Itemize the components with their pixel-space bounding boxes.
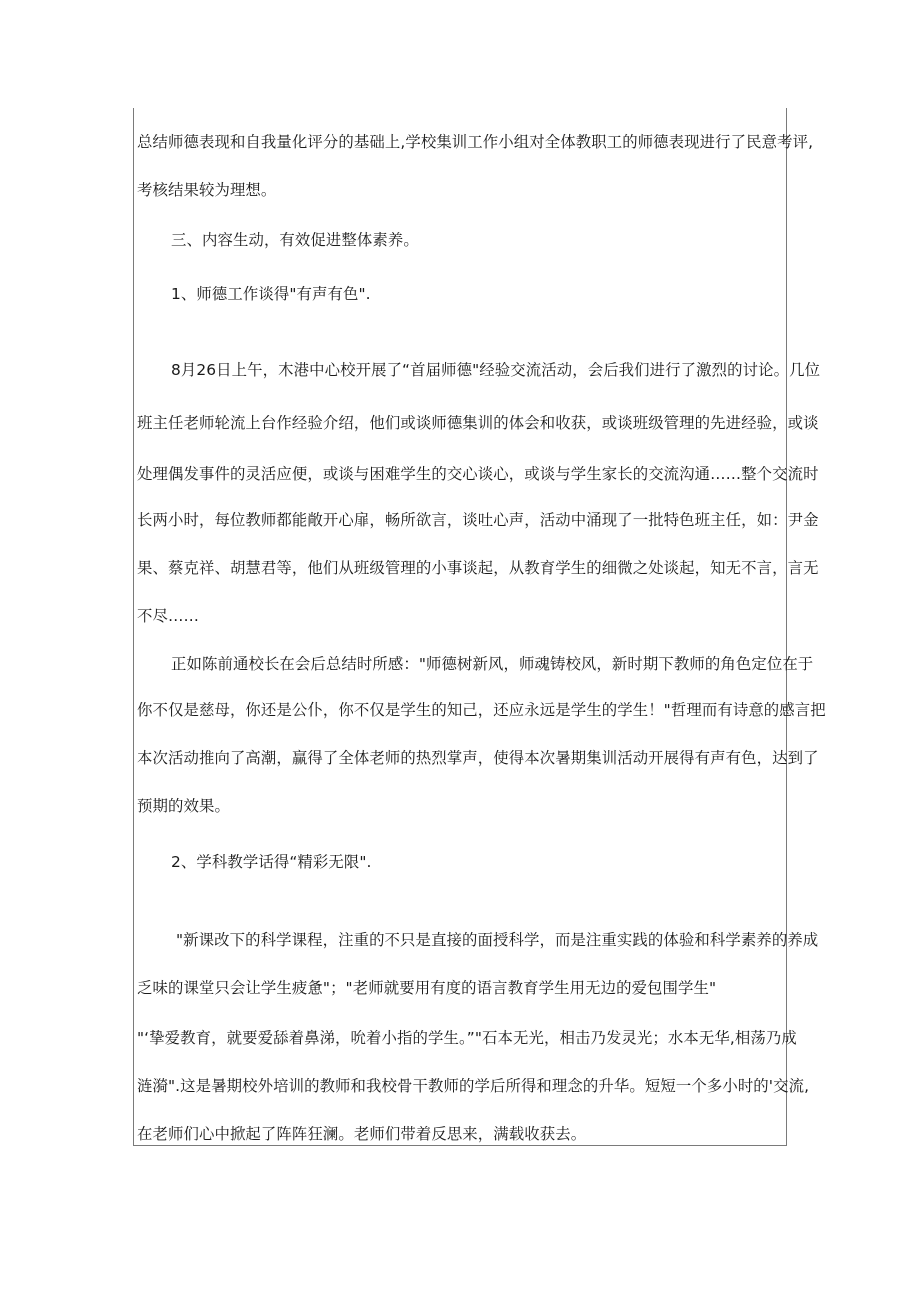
body-line: 你不仅是慈母，你还是公仆，你不仅是学生的知己，还应永远是学生的学生！"哲理而有诗意的感言把	[137, 701, 826, 719]
body-line: 正如陈前通校长在会后总结时所感："师德树新风，师魂铸校风，新时期下教师的角色定位在于	[171, 655, 814, 673]
body-line: 乏味的课堂只会让学生疲惫"；"老师就要用有度的语言教育学生用无边的爱包围学生"	[137, 979, 717, 997]
body-line: 总结师德表现和自我量化评分的基础上,学校集训工作小组对全体教职工的师德表现进行了民意考评,	[137, 133, 814, 151]
body-line: 处理偶发事件的灵活应便，或谈与困难学生的交心谈心，或谈与学生家长的交流沟通……整个交流时	[137, 465, 819, 483]
sub-heading: 1、师德工作谈得"有声有色".	[171, 285, 371, 303]
body-line: 果、蔡克祥、胡慧君等，他们从班级管理的小事谈起，从教育学生的细微之处谈起，知无不言，言无	[137, 559, 819, 577]
body-line: "‘挚爱教育，就要爱舔着鼻涕，吮着小指的学生。”"石本无光，相击乃发灵光；水本无华,相荡乃成	[137, 1029, 797, 1047]
body-line: 预期的效果。	[137, 797, 230, 815]
body-line: 长两小时，每位教师都能敞开心扉，畅所欲言，谈吐心声，活动中涌现了一批特色班主任，如：尹金	[137, 511, 819, 529]
body-line: 不尽……	[137, 607, 199, 625]
body-line: 本次活动推向了高潮，赢得了全体老师的热烈掌声，使得本次暑期集训活动开展得有声有色，达到了	[137, 749, 819, 767]
sub-heading: 2、学科教学话得“精彩无限".	[171, 853, 372, 871]
body-line: 考核结果较为理想。	[137, 181, 277, 199]
body-line: 8月26日上午，木港中心校开展了“首届师德"经验交流活动，会后我们进行了激烈的讨论。几位	[171, 361, 821, 379]
body-line: 班主任老师轮流上台作经验介绍，他们或谈师德集训的体会和收获，或谈班级管理的先进经验，或谈	[137, 414, 819, 432]
section-heading: 三、内容生动，有效促进整体素养。	[171, 231, 419, 249]
body-line: "新课改下的科学课程，注重的不只是直接的面授科学，而是注重实践的体验和科学素养的养成	[176, 931, 819, 949]
body-line: 在老师们心中掀起了阵阵狂澜。老师们带着反思来，满载收获去。	[137, 1125, 587, 1143]
body-line: 涟漪".这是暑期校外培训的教师和我校骨干教师的学后所得和理念的升华。短短一个多小时的'交流,	[137, 1077, 810, 1095]
